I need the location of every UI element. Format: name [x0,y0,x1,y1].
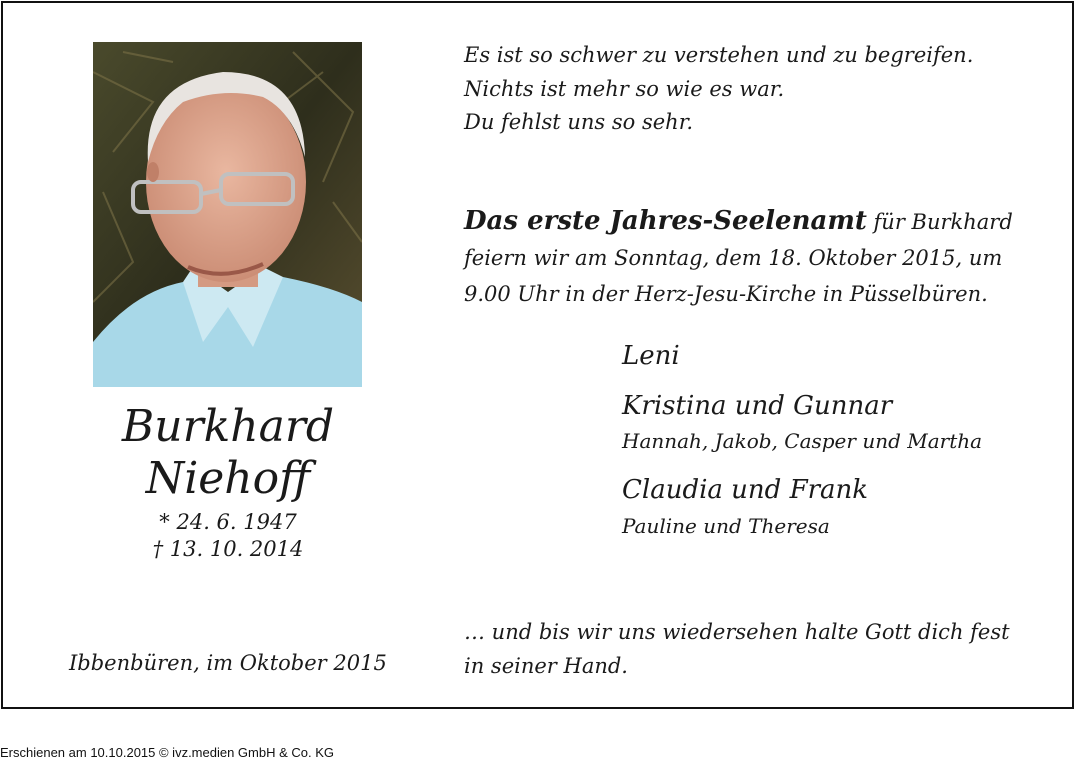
announcement-heading-tail: für Burkhard [866,210,1013,234]
mourner-name: Claudia und Frank [622,475,869,505]
place-and-date: Ibbenbüren, im Oktober 2015 [69,651,387,675]
announcement-first-line [464,203,1034,240]
mourner-name: Leni [622,341,680,371]
birth-date: * 24. 6. 1947 [159,510,297,534]
announcement-line: 9.00 Uhr in der Herz-Jesu-Kirche in Püsselbüren. [464,282,988,306]
verse-line: Nichts ist mehr so wie es war. [464,76,785,101]
publication-footer: Erschienen am 10.10.2015 © ivz.medien GmbH & Co. KG [0,745,335,760]
verse-line: Du fehlst uns so sehr. [464,110,694,134]
closing-line: … und bis wir uns wiedersehen halte Gott dich fest [464,620,1010,644]
mourner-children: Hannah, Jakob, Casper und Martha [622,429,983,453]
announcement-line: feiern wir am Sonntag, dem 18. Oktober 2015, um [464,246,1003,270]
deceased-last-name: Niehoff [145,453,311,504]
deceased-first-name: Burkhard [121,401,335,452]
portrait-photo [93,42,362,387]
portrait-image [93,42,362,387]
mass-announcement [464,203,1034,312]
announcement-heading: Das erste Jahres-Seelenamt [464,206,867,236]
mourner-name: Kristina und Gunnar [622,391,893,421]
memorial-verse [464,39,973,140]
closing-verse [464,615,1054,683]
obituary-frame [1,1,1074,709]
verse-line: Es ist so schwer zu verstehen und zu begreifen. [464,43,974,67]
death-date: † 13. 10. 2014 [152,537,304,561]
closing-line: in seiner Hand. [464,654,628,678]
mourner-children: Pauline und Theresa [622,514,830,538]
